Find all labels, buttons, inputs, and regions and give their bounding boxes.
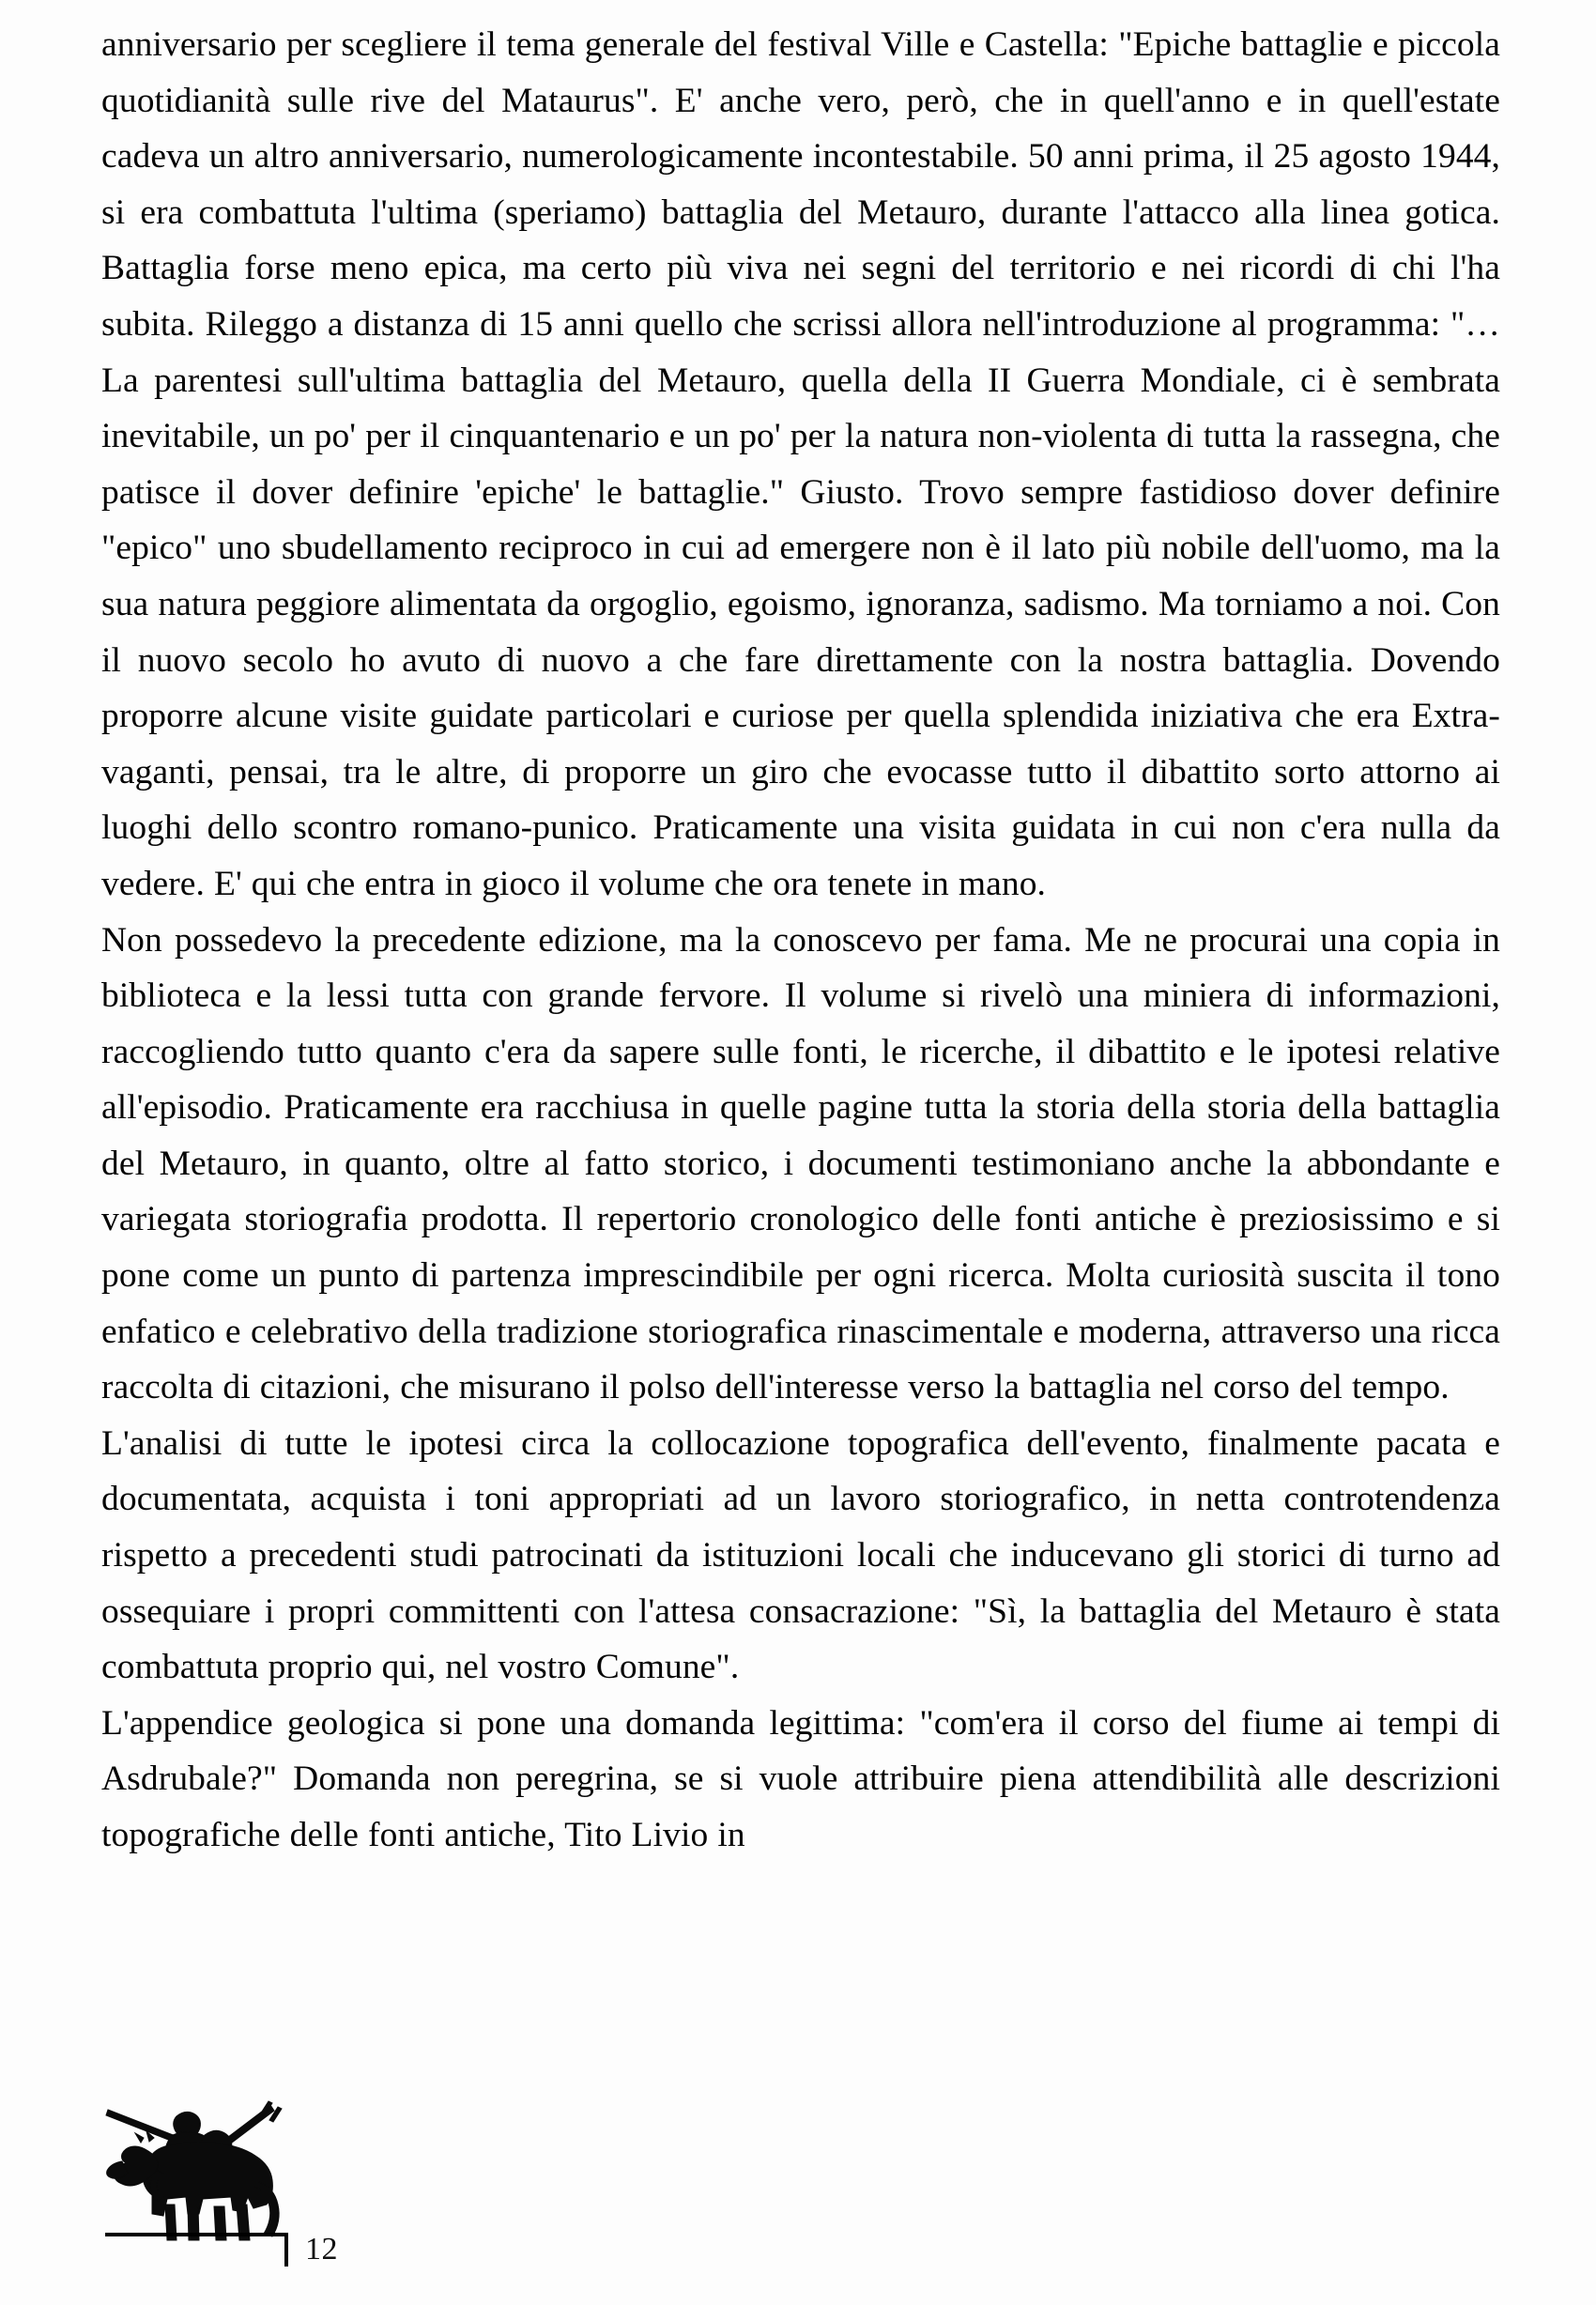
- body-paragraph-4: L'appendice geologica si pone una domanda legittima: "com'era il corso del fiume ai tempi di Asdrubale?" Domanda non peregrina, se si vuole attribuire piena attendibilità alle descrizioni topografiche delle fonti antiche, Tito Livio in: [101, 1703, 1500, 1854]
- footer-rule-horizontal: [105, 2233, 288, 2236]
- body-paragraph-3: L'analisi di tutte le ipotesi circa la collocazione topografica dell'evento, finalmente pacata e documentata, acquista i toni appropriati ad un lavoro storiografico, in netta controtendenza rispetto a precedenti studi patrocinati da istituzioni locali che inducevano gli storici di turno ad ossequiare i propri committenti con l'attesa consacrazione: "Sì, la battaglia del Metauro è stata combattuta proprio qui, nel vostro Comune".: [101, 1423, 1500, 1687]
- body-text-block: [101, 17, 1500, 1864]
- page-number: 12: [305, 2232, 338, 2267]
- body-paragraph-2: Non possedevo la precedente edizione, ma la conoscevo per fama. Me ne procurai una copia in biblioteca e la lessi tutta con grande fervore. Il volume si rivelò una miniera di informazioni, raccogliendo tutto quanto c'era da sapere sulle fonti, le ricerche, il dibattito e le ipotesi relative all'episodio. Praticamente era racchiusa in quelle pagine tutta la storia della storia della battaglia del Metauro, in quanto, oltre al fatto storico, i documenti testimoniano anche la abbondante e variegata storiografia prodotta. Il repertorio cronologico delle fonti antiche è preziosissimo e si pone come un punto di partenza imprescindibile per ogni ricerca. Molta curiosità suscita il tono enfatico e celebrativo della tradizione storiografica rinascimentale e moderna, attraverso una ricca raccolta di citazioni, che misurano il polso dell'interesse verso la battaglia nel corso del tempo.: [101, 920, 1500, 1407]
- footer-rule-vertical-tick: [284, 2233, 288, 2267]
- mounted-cavalry-silhouette-icon: [103, 2094, 300, 2249]
- page-footer: [0, 2094, 1596, 2305]
- body-paragraph-1: anniversario per scegliere il tema generale del festival Ville e Castella: "Epiche battaglie e piccola quotidianità sulle rive del Mataurus". E' anche vero, però, che in quell'anno e in quell'estate cadeva un altro anniversario, numerologicamente incontestabile. 50 anni prima, il 25 agosto 1944, si era combattuta l'ultima (speriamo) battaglia del Metauro, durante l'attacco alla linea gotica. Battaglia forse meno epica, ma certo più viva nei segni del territorio e nei ricordi di chi l'ha subita. Rileggo a distanza di 15 anni quello che scrissi allora nell'introduzione al programma: "…La parentesi sull'ultima battaglia del Metauro, quella della II Guerra Mondiale, ci è sembrata inevitabile, un po' per il cinquantenario e un po' per la natura non-violenta di tutta la rassegna, che patisce il dover definire 'epiche' le battaglie." Giusto. Trovo sempre fastidioso dover definire "epico" uno sbudellamento reciproco in cui ad emergere non è il lato più nobile dell'uomo, ma la sua natura peggiore alimentata da orgoglio, egoismo, ignoranza, sadismo. Ma torniamo a noi. Con il nuovo secolo ho avuto di nuovo a che fare direttamente con la nostra battaglia. Dovendo proporre alcune visite guidate particolari e curiose per quella splendida iniziativa che era Extra-vaganti, pensai, tra le altre, di proporre un giro che evocasse tutto il dibattito sorto attorno ai luoghi dello scontro romano-punico. Praticamente una visita guidata in cui non c'era nulla da vedere. E' qui che entra in gioco il volume che ora tenete in mano.: [101, 25, 1500, 903]
